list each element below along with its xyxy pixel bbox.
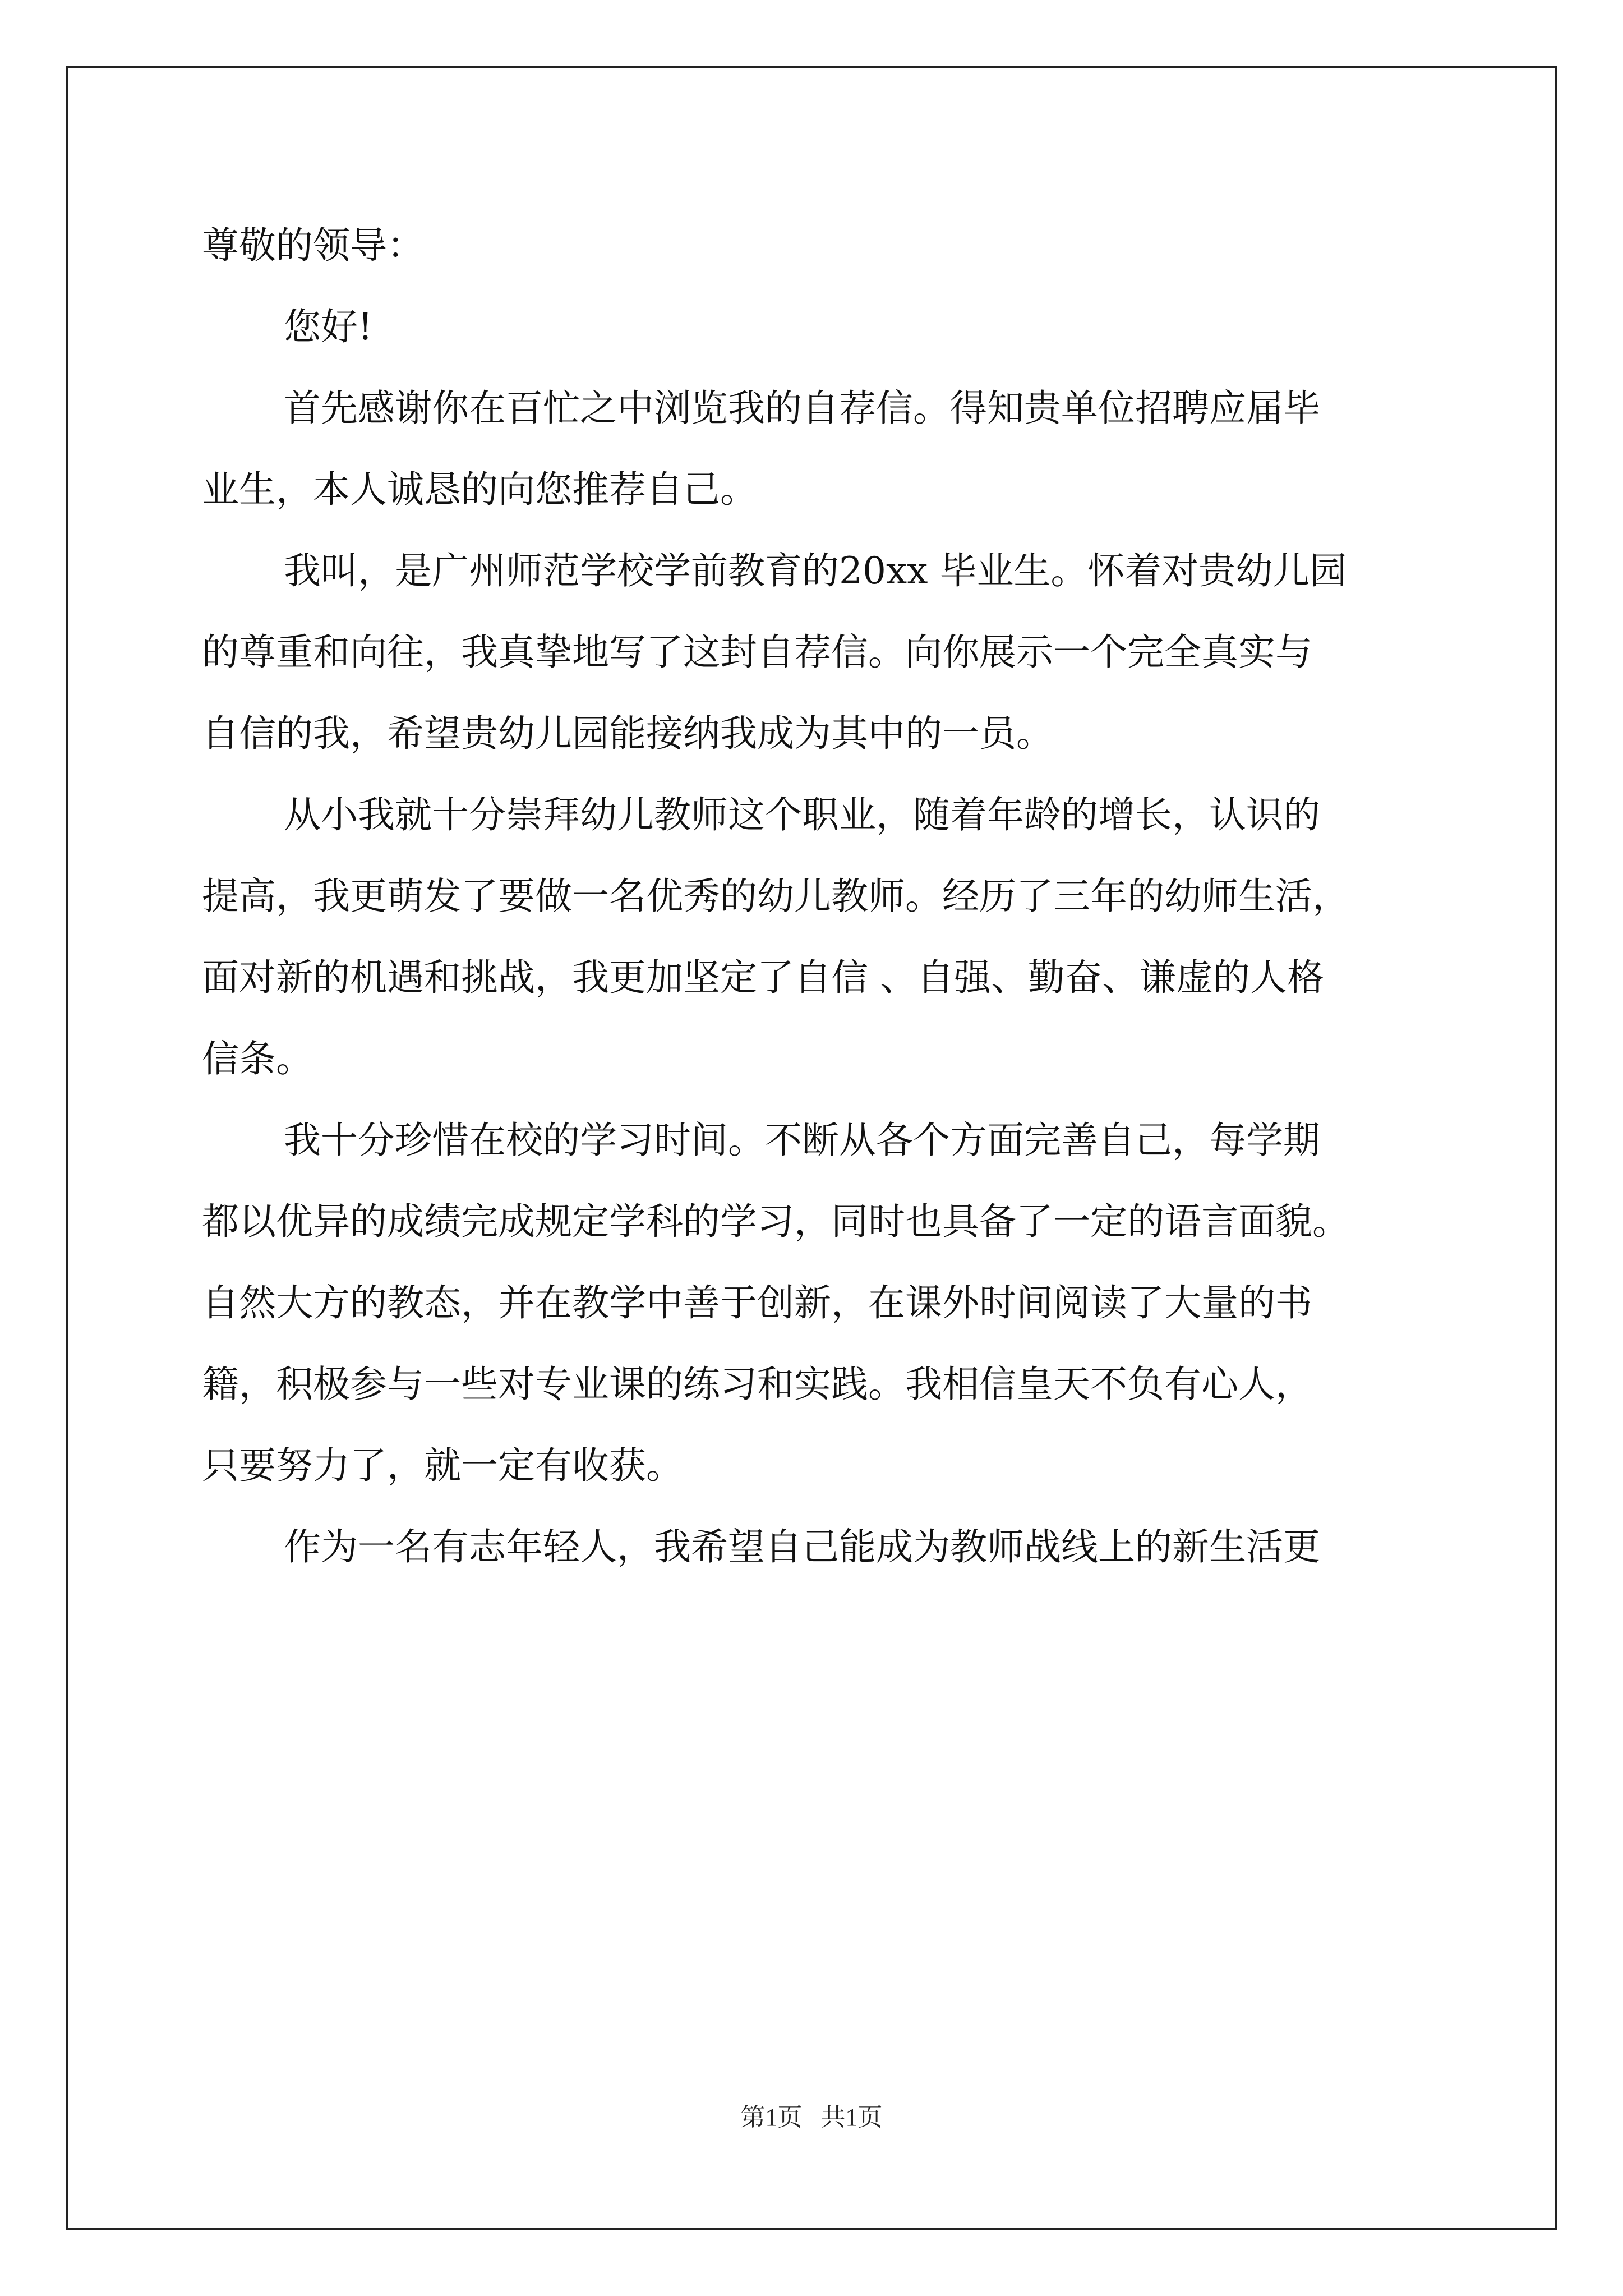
text-line: 信条。	[202, 1037, 313, 1080]
text-line: 自信的我，希望贵幼儿园能接纳我成为其中的一员。	[202, 712, 1053, 755]
page-number-footer: 第1页 共1页	[740, 2104, 883, 2131]
text-line: 从小我就十分崇拜幼儿教师这个职业，随着年龄的增长，认识的	[284, 793, 1320, 836]
salutation: 尊敬的领导：	[202, 224, 424, 267]
greeting: 您好!	[284, 305, 373, 348]
text-line: 我十分珍惜在校的学习时间。不断从各个方面完善自己，每学期	[284, 1119, 1320, 1162]
text-line: 都以优异的成绩完成规定学科的学习，同时也具备了一定的语言面貌。	[202, 1200, 1349, 1243]
text-line: 作为一名有志年轻人，我希望自己能成为教师战线上的新生活更	[284, 1525, 1320, 1568]
text-line: 首先感谢你在百忙之中浏览我的自荐信。得知贵单位招聘应届毕	[284, 386, 1320, 430]
text-line: 面对新的机遇和挑战，我更加坚定了自信 、自强、勤奋、谦虚的人格	[202, 956, 1324, 999]
text-line: 的尊重和向往，我真挚地写了这封自荐信。向你展示一个完全真实与	[202, 631, 1312, 674]
text-line: 自然大方的教态，并在教学中善于创新，在课外时间阅读了大量的书	[202, 1281, 1312, 1324]
text-line: 只要努力了，就一定有收获。	[202, 1444, 683, 1487]
text-line: 籍，积极参与一些对专业课的练习和实践。我相信皇天不负有心人，	[202, 1363, 1312, 1406]
text-line: 我叫，是广州师范学校学前教育的20xx 毕业生。怀着对贵幼儿园	[284, 549, 1347, 592]
text-line: 提高，我更萌发了要做一名优秀的幼儿教师。经历了三年的幼师生活，	[202, 875, 1349, 918]
text-line: 业生，本人诚恳的向您推荐自己。	[202, 468, 757, 511]
